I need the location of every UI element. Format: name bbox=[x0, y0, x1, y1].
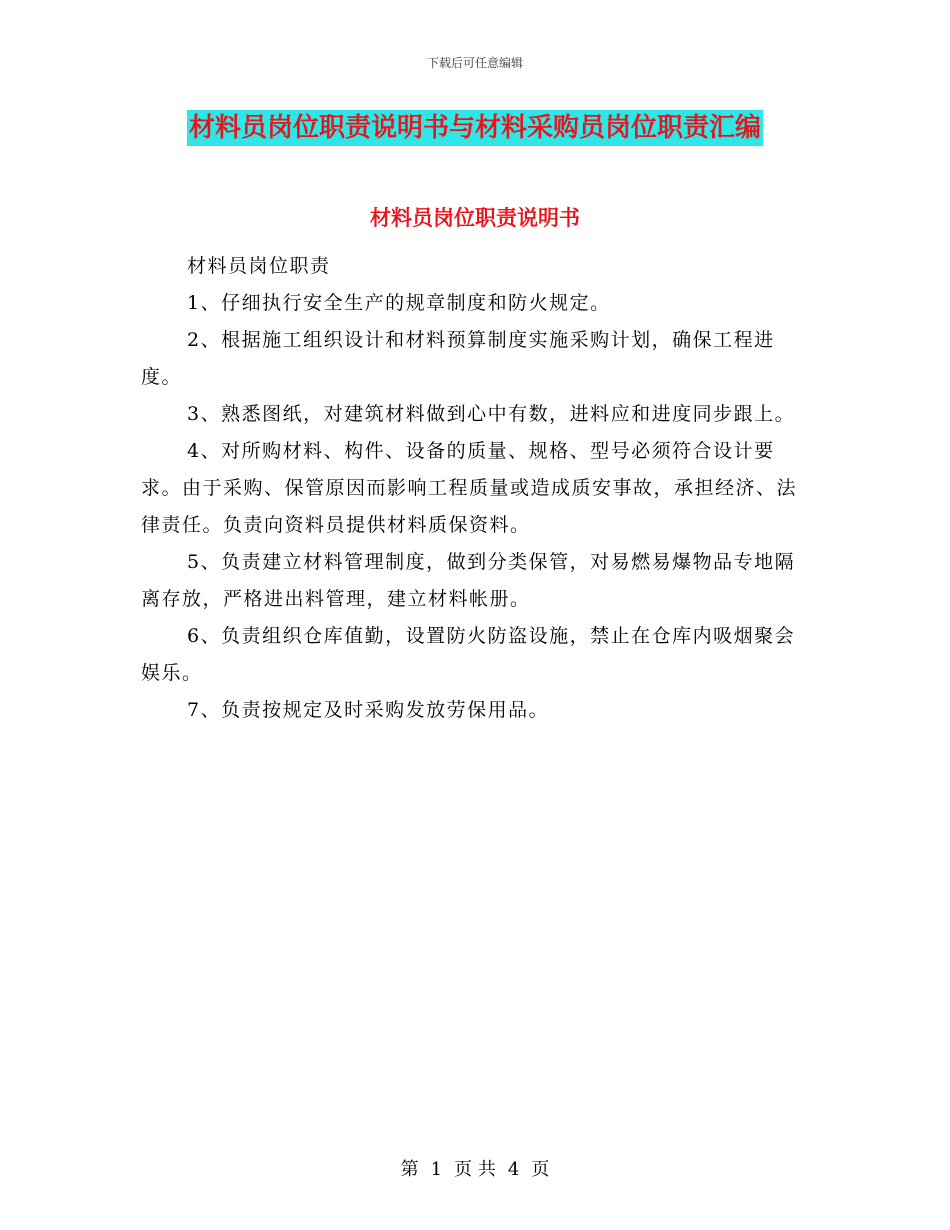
main-title: 材料员岗位职责说明书与材料采购员岗位职责汇编 bbox=[187, 110, 763, 146]
main-title-container bbox=[0, 110, 950, 146]
footer-suffix: 页 bbox=[531, 1159, 550, 1180]
paragraph-item-2: 2、根据施工组织设计和材料预算制度实施采购计划，确保工程进度。 bbox=[141, 329, 775, 388]
paragraph-item-1: 1、仔细执行安全生产的规章制度和防火规定。 bbox=[187, 292, 611, 314]
page-footer bbox=[0, 1155, 950, 1181]
document-body bbox=[141, 248, 809, 729]
header-note: 下载后可任意编辑 bbox=[426, 56, 523, 70]
current-page-number: 1 bbox=[430, 1159, 443, 1180]
paragraph-heading: 材料员岗位职责 bbox=[187, 255, 331, 277]
paragraph-item-4: 4、对所购材料、构件、设备的质量、规格、型号必须符合设计要求。由于采购、保管原因而影响工程质量或造成质安事故，承担经济、法律责任。负责向资料员提供材料质保资料。 bbox=[141, 440, 798, 536]
total-pages-number: 4 bbox=[507, 1159, 520, 1180]
paragraph-item-3: 3、熟悉图纸，对建筑材料做到心中有数，进料应和进度同步跟上。 bbox=[187, 403, 796, 425]
footer-prefix: 第 bbox=[400, 1159, 419, 1180]
paragraph-item-6: 6、负责组织仓库值勤，设置防火防盗设施，禁止在仓库内吸烟聚会娱乐。 bbox=[141, 625, 796, 684]
paragraph-item-7: 7、负责按规定及时采购发放劳保用品。 bbox=[187, 699, 550, 721]
section-title: 材料员岗位职责说明书 bbox=[370, 205, 580, 230]
footer-middle: 页 共 bbox=[454, 1159, 496, 1180]
paragraph-item-5: 5、负责建立材料管理制度，做到分类保管，对易燃易爆物品专地隔离存放，严格进出料管理，建立材料帐册。 bbox=[141, 551, 796, 610]
